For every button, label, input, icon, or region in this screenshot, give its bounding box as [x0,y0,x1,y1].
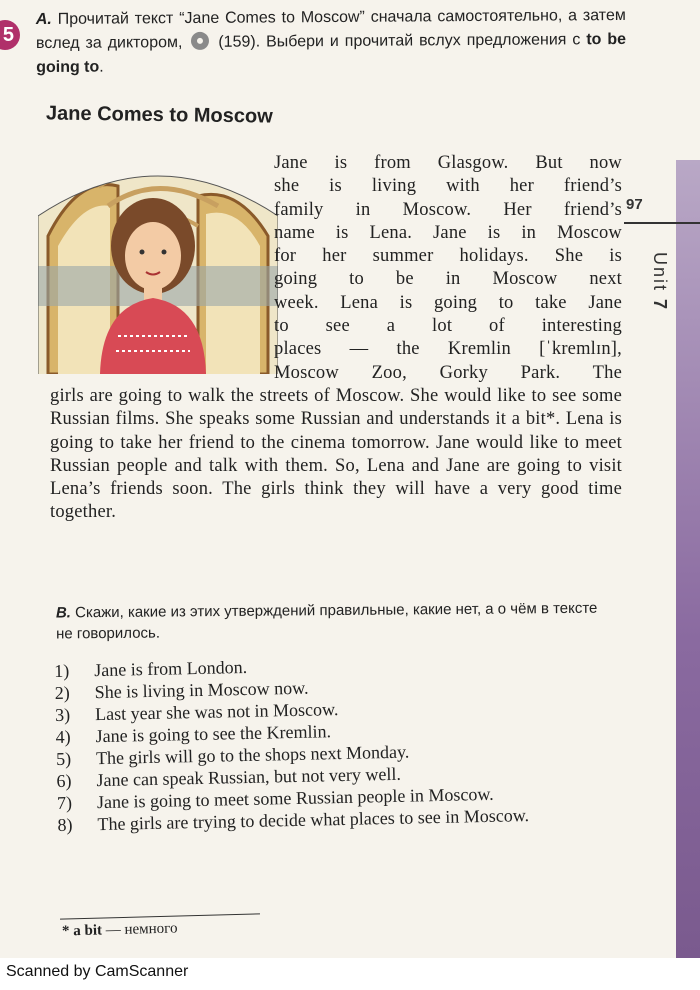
story-line: family in Moscow. Her friend’s [274,199,622,220]
footnote-rule [60,913,260,919]
scanner-watermark: Scanned by CamScanner [6,963,189,980]
instructions [36,4,626,80]
instructions-text-1: Прочитай текст “Jane Comes to Moscow” сначала самостоятельно, а затем вслед за диктором, [35,6,626,53]
story-wrapped-lines [50,152,622,385]
story-line: Moscow Zoo, Gorky Park. The [274,362,622,383]
statement-text: The girls will go to the shops next Monday. [95,741,410,769]
instructions-bold-phrase: to be going to [36,30,627,77]
unit-sidebar-stripe [676,160,700,960]
instructions-label: A. [35,10,52,29]
unit-label [649,252,670,311]
story-title: Jane Comes to Moscow [45,102,273,128]
story-line: Jane is from Glasgow. But now [274,153,622,173]
statement-text: She is living in Moscow now. [94,677,309,703]
footnote [62,920,178,940]
story-line: week. Lena is going to take Jane [274,292,622,313]
story-text [50,152,622,525]
statement-number: 2) [54,682,70,703]
instructions-end: . [99,58,104,76]
statement-text: The girls are trying to decide what places to see in Moscow. [97,805,530,835]
statement-number: 3) [54,704,71,725]
unit-word: Unit [650,252,670,293]
statement-number: 8) [57,814,73,835]
statement-number: 1) [54,660,70,681]
statement-text: Jane is from London. [94,656,248,681]
statements-list [54,648,618,836]
story-line: going to be in Moscow next [274,269,622,290]
story-line: places — the Kremlin [ˈkremlɪn], [274,339,622,360]
page-number: 97 [626,196,643,213]
exercise-number-badge: 5 [0,20,20,50]
footnote-term: * a bit [61,922,103,940]
statement-text: Jane can speak Russian, but not very well. [96,763,402,791]
footnote-dash: — [105,921,121,939]
footnote-translation: немного [124,920,178,938]
instructions-text-2: Выбери и прочитай вслух предложения с [266,31,581,51]
statement-text: Jane is going to see the Kremlin. [95,721,332,747]
story-paragraph: girls are going to walk the streets of Moscow. She would like to see some Russian films. She speaks some Russian and understands it a bit*. Lena is going to take her friend to the cinema tomorrow. Jane would like to meet Russian people and talk with them. So, Lena and Jane are going to visit Lena’s friends soon. The girls think they will have a very good time together. [50,385,622,523]
part-b-instructions [56,598,616,645]
audio-cd-icon [191,32,209,50]
statement-text: Last year she was not in Moscow. [94,699,339,725]
statement-number: 7) [56,792,73,813]
story-line: for her summer holidays. She is [274,246,622,267]
unit-number: 7 [650,299,670,312]
statement-number: 4) [55,726,71,747]
story-line: she is living with her friend’s [274,176,622,197]
audio-track-number: (159). [218,33,261,51]
statement-number: 6) [56,770,72,791]
story-line: to see a lot of interesting [274,316,622,337]
story-line: name is Lena. Jane is in Moscow [274,222,622,243]
statement-text: Jane is going to meet some Russian people in Moscow. [96,783,494,813]
statement-number: 5) [55,748,72,769]
part-b-text: Скажи, какие из этих утверждений правильные, какие нет, а о чём в тексте не говорилось. [56,599,598,643]
part-b-label: B. [55,604,71,622]
page-number-rule [624,222,700,224]
